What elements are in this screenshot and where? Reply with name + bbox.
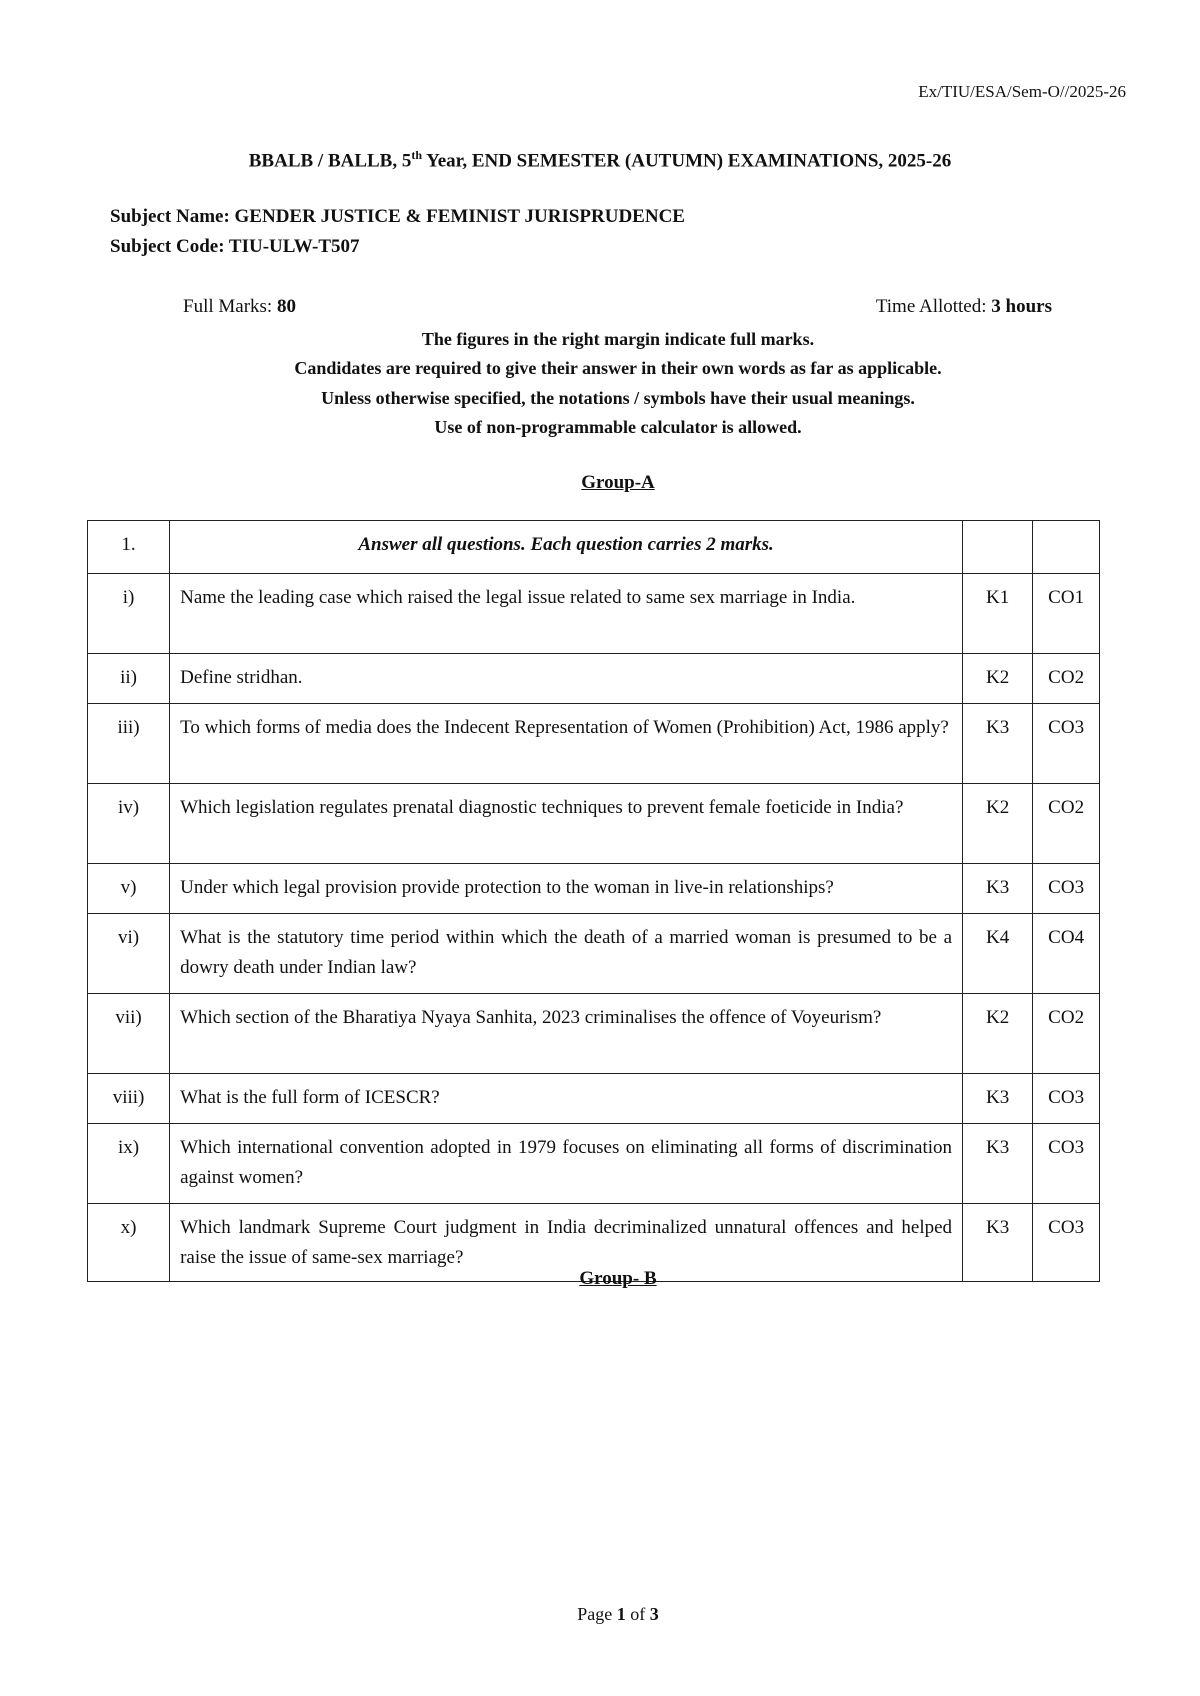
table-row — [88, 1124, 1100, 1204]
table-row — [88, 784, 1100, 864]
question-number: v) — [88, 864, 170, 914]
instruction-line: The figures in the right margin indicate full marks. — [421, 329, 815, 349]
time-allotted-label: Time Allotted: — [875, 296, 992, 317]
question-text: Which landmark Supreme Court judgment in India decriminalized unnatural offences and helped raise the issue of same-sex marriage? — [170, 1204, 963, 1282]
knowledge-level: K2 — [963, 654, 1033, 704]
course-outcome: CO3 — [1033, 1074, 1100, 1124]
question-number: viii) — [88, 1074, 170, 1124]
question-number: ix) — [88, 1124, 170, 1204]
knowledge-level: K2 — [963, 784, 1033, 864]
question-instruction: Answer all questions. Each question carries 2 marks. — [170, 521, 963, 574]
table-row — [88, 654, 1100, 704]
question-number: iii) — [88, 704, 170, 784]
page-of: of — [625, 1604, 650, 1624]
knowledge-level: K3 — [963, 1074, 1033, 1124]
exam-title — [0, 148, 1200, 172]
question-text: Define stridhan. — [170, 654, 963, 704]
time-allotted — [876, 296, 1052, 318]
table-row — [88, 864, 1100, 914]
table-row — [88, 521, 1100, 574]
question-number: vii) — [88, 994, 170, 1074]
question-text: To which forms of media does the Indecent Representation of Women (Prohibition) Act, 1986 apply? — [170, 704, 963, 784]
question-text: Which section of the Bharatiya Nyaya Sanhita, 2023 criminalises the offence of Voyeurism? — [170, 994, 963, 1074]
instruction-line: Candidates are required to give their answer in their own words as far as applicable. — [294, 358, 942, 379]
course-outcome: CO2 — [1033, 784, 1100, 864]
table-row — [88, 574, 1100, 654]
question-text: Which legislation regulates prenatal diagnostic techniques to prevent female foeticide in India? — [170, 784, 963, 864]
course-outcome: CO3 — [1033, 704, 1100, 784]
page-total: 3 — [649, 1604, 659, 1624]
knowledge-level: K2 — [963, 994, 1033, 1074]
table-row — [88, 704, 1100, 784]
knowledge-level: K1 — [963, 574, 1033, 654]
table-row — [88, 994, 1100, 1074]
course-outcome: CO2 — [1033, 994, 1100, 1074]
time-allotted-value: 3 hours — [991, 296, 1052, 317]
course-outcome: CO3 — [1033, 1204, 1100, 1282]
instruction-line: Use of non-programmable calculator is allowed. — [434, 416, 802, 437]
knowledge-level: K3 — [963, 864, 1033, 914]
knowledge-level: K3 — [963, 704, 1033, 784]
question-number: 1. — [88, 521, 170, 574]
full-marks — [183, 296, 296, 318]
knowledge-level: K3 — [963, 1204, 1033, 1282]
course-outcome: CO1 — [1033, 574, 1100, 654]
question-text: Under which legal provision provide protection to the woman in live-in relationships? — [170, 864, 963, 914]
question-table — [87, 520, 1100, 1282]
question-text: Which international convention adopted in 1979 focuses on eliminating all forms of discrimination against women? — [170, 1124, 963, 1204]
instruction-line: Unless otherwise specified, the notations / symbols have their usual meanings. — [321, 387, 915, 408]
question-text: What is the full form of ICESCR? — [170, 1074, 963, 1124]
question-number: x) — [88, 1204, 170, 1282]
question-number: iv) — [88, 784, 170, 864]
general-instructions — [0, 325, 1200, 442]
table-row — [88, 1074, 1100, 1124]
table-row — [88, 914, 1100, 994]
question-number: ii) — [88, 654, 170, 704]
reference-code: Ex/TIU/ESA/Sem-O//2025-26 — [918, 82, 1126, 101]
page-label: Page — [577, 1604, 617, 1624]
subject-code: Subject Code: TIU-ULW-T507 — [110, 236, 360, 257]
exam-title-prefix: BBALB / BALLB, 5 — [248, 150, 412, 172]
knowledge-level: K4 — [963, 914, 1033, 994]
page-number — [0, 1604, 1200, 1625]
course-outcome: CO2 — [1033, 654, 1100, 704]
question-text: Name the leading case which raised the legal issue related to same sex marriage in India. — [170, 574, 963, 654]
knowledge-level-header — [963, 521, 1033, 574]
full-marks-value: 80 — [276, 296, 296, 317]
course-outcome: CO4 — [1033, 914, 1100, 994]
course-outcome: CO3 — [1033, 864, 1100, 914]
subject-name: Subject Name: GENDER JUSTICE & FEMINIST JURISPRUDENCE — [110, 206, 685, 227]
course-outcome: CO3 — [1033, 1124, 1100, 1204]
question-text: What is the statutory time period within which the death of a married woman is presumed to be a dowry death under Indian law? — [170, 914, 963, 994]
group-a-heading: Group-A — [581, 472, 655, 493]
knowledge-level: K3 — [963, 1124, 1033, 1204]
exam-title-suffix: Year, END SEMESTER (AUTUMN) EXAMINATIONS, 2025-26 — [422, 150, 952, 172]
question-number: vi) — [88, 914, 170, 994]
full-marks-label: Full Marks: — [183, 296, 277, 317]
group-b-heading: Group- B — [579, 1268, 657, 1289]
exam-title-superscript: th — [411, 148, 423, 162]
page-current: 1 — [616, 1604, 626, 1624]
question-number: i) — [88, 574, 170, 654]
course-outcome-header — [1033, 521, 1100, 574]
